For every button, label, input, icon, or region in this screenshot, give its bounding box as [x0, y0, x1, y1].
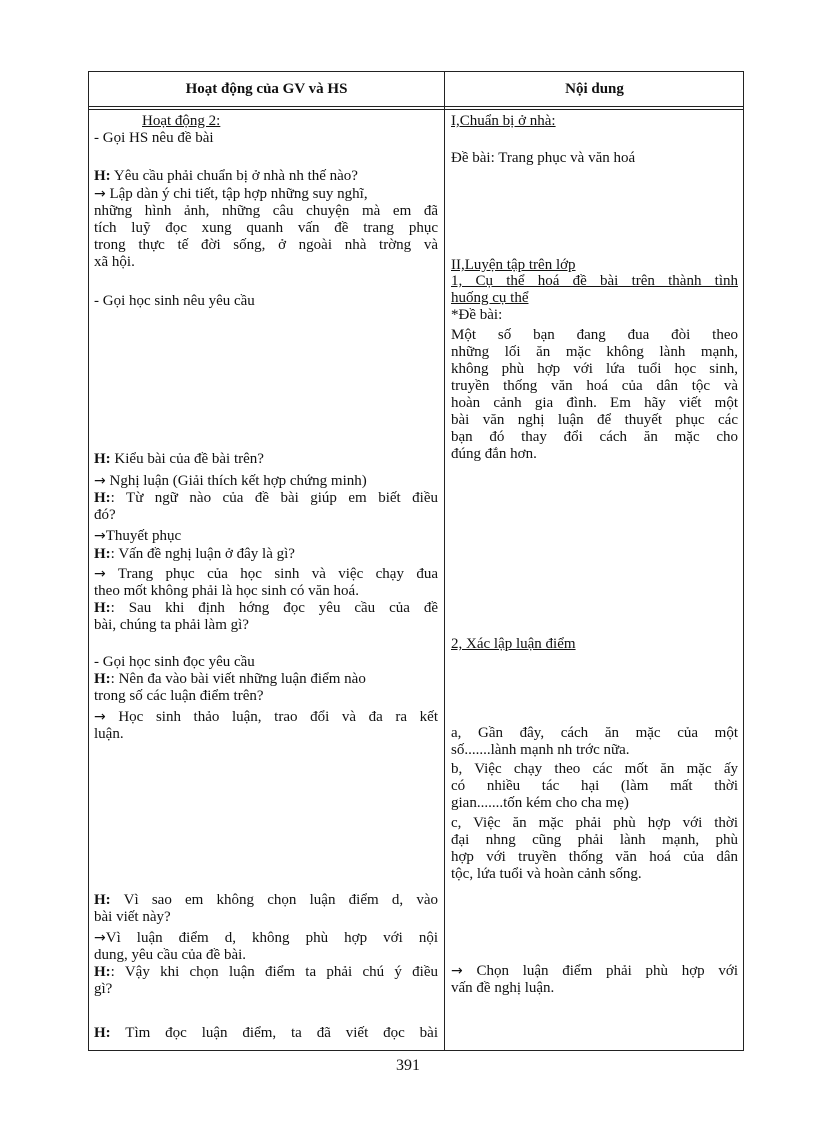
- question: H:: Vấn đề nghị luận ở đây là gì?: [94, 546, 295, 562]
- topic-line: Đề bài: Trang phục và văn hoá: [451, 150, 636, 166]
- header-divider: [89, 106, 743, 107]
- point-b: b, Việc chạy theo các mốt ăn mặc ấy: [451, 761, 738, 777]
- conclusion-line: vấn đề nghị luận.: [451, 980, 555, 996]
- answer-line: trong thực tế đời sống, ở ngoài nhà trờng và: [94, 237, 438, 253]
- prompt-line: những lối ăn mặc không lành mạnh,: [451, 344, 738, 360]
- prompt-line: đúng đắn hơn.: [451, 446, 537, 462]
- arrow-icon: →: [94, 528, 106, 544]
- activity-title: Hoạt động 2:: [142, 113, 221, 129]
- answer-line: dung, yêu cầu của đề bài.: [94, 947, 247, 963]
- section-heading: 2, Xác lập luận điểm: [451, 636, 576, 652]
- header-divider-double: [89, 109, 743, 110]
- prompt-line: truyền thống văn hoá của dân tộc và: [451, 378, 738, 394]
- question-line: bài viết này?: [94, 909, 171, 925]
- conclusion: → Chọn luận điểm phải phù hợp với: [451, 963, 738, 979]
- left-line: - Gọi học sinh nêu yêu cầu: [94, 293, 255, 309]
- answer-line: xã hội.: [94, 254, 135, 270]
- left-line: - Gọi học sinh đọc yêu cầu: [94, 654, 255, 670]
- left-line: - Gọi HS nêu đề bài: [94, 130, 214, 146]
- arrow-icon: →: [94, 930, 106, 946]
- page-number: 391: [396, 1057, 420, 1074]
- question: H: Kiểu bài của đề bài trên?: [94, 451, 264, 467]
- question: H:: Sau khi định hớng đọc yêu cầu của đề: [94, 600, 438, 616]
- point-c-line: tộc, lứa tuổi và hoàn cảnh sống.: [451, 866, 642, 882]
- point-b-line: gian.......tốn kém cho cha mẹ): [451, 795, 629, 811]
- answer: →Vì luận điểm d, không phù hợp với nội: [94, 930, 438, 946]
- arrow-icon: →: [94, 473, 106, 489]
- subsection-heading: 1, Cụ thể hoá đề bài trên thành tình: [451, 273, 738, 289]
- answer-line: những hình ảnh, những câu chuyện mà em đã: [94, 203, 438, 219]
- section-heading: II,Luyện tập trên lớp: [451, 257, 576, 273]
- question-line: bài, chúng ta phải làm gì?: [94, 617, 249, 633]
- question-line: đó?: [94, 507, 116, 523]
- answer: → Lập dàn ý chi tiết, tập hợp những suy nghĩ,: [94, 186, 368, 202]
- prompt-label: *Đề bài:: [451, 307, 503, 323]
- answer: → Học sinh thảo luận, trao đổi và đa ra kết: [94, 709, 438, 725]
- prompt-line: bạn đó thay đổi cách ăn mặc cho: [451, 429, 738, 445]
- question: H: Vì sao em không chọn luận điểm d, vào: [94, 892, 438, 908]
- header-right: Nội dung: [565, 81, 624, 97]
- prompt-line: không phù hợp với lứa tuổi học sinh,: [451, 361, 738, 377]
- section-heading: I,Chuẩn bị ở nhà:: [451, 113, 556, 129]
- point-a: a, Gần đây, cách ăn mặc của một: [451, 725, 738, 741]
- header-left: Hoạt động của GV và HS: [185, 81, 348, 97]
- point-b-line: có nhiều tác hại (làm mất thời: [451, 778, 738, 794]
- point-c-line: hợp với truyền thống văn hoá của dân: [451, 849, 738, 865]
- prompt-line: Một số bạn đang đua đòi theo: [451, 327, 738, 343]
- answer: →Thuyết phục: [94, 528, 182, 544]
- point-c-line: đại nhng cũng phải lành mạnh, phù: [451, 832, 738, 848]
- point-c: c, Việc ăn mặc phải phù hợp với thời: [451, 815, 738, 831]
- question: H: Tìm đọc luận điểm, ta đã viết đọc bài: [94, 1025, 438, 1041]
- answer-line: theo mốt không phải là học sinh có văn hoá.: [94, 583, 359, 599]
- arrow-icon: →: [94, 186, 106, 202]
- prompt-line: bài văn nghị luận để thuyết phục các: [451, 412, 738, 428]
- question: H:: Vậy khi chọn luận điểm ta phải chú ý điều: [94, 964, 438, 980]
- question: H:: Từ ngữ nào của đề bài giúp em biết điều: [94, 490, 438, 506]
- subsection-heading-line: huống cụ thể: [451, 290, 529, 306]
- question-line: trong số các luận điểm trên?: [94, 688, 264, 704]
- question: H: Yêu cầu phải chuẩn bị ở nhà nh thế nào?: [94, 168, 358, 184]
- content-table: [88, 71, 744, 1051]
- answer-line: tích luỹ đọc xung quanh vấn đề trang phục: [94, 220, 438, 236]
- arrow-icon: →: [94, 566, 106, 582]
- arrow-icon: →: [451, 963, 463, 979]
- question-line: gì?: [94, 981, 113, 997]
- prompt-line: hoàn cảnh gia đình. Em hãy viết một: [451, 395, 738, 411]
- answer-line: luận.: [94, 726, 124, 742]
- question: H:: Nên đa vào bài viết những luận điểm nào: [94, 671, 366, 687]
- arrow-icon: →: [94, 709, 106, 725]
- column-divider: [444, 72, 445, 1050]
- answer: → Trang phục của học sinh và việc chạy đua: [94, 566, 438, 582]
- answer: → Nghị luận (Giải thích kết hợp chứng minh): [94, 473, 367, 489]
- point-a-line: số.......lành mạnh nh trớc nữa.: [451, 742, 630, 758]
